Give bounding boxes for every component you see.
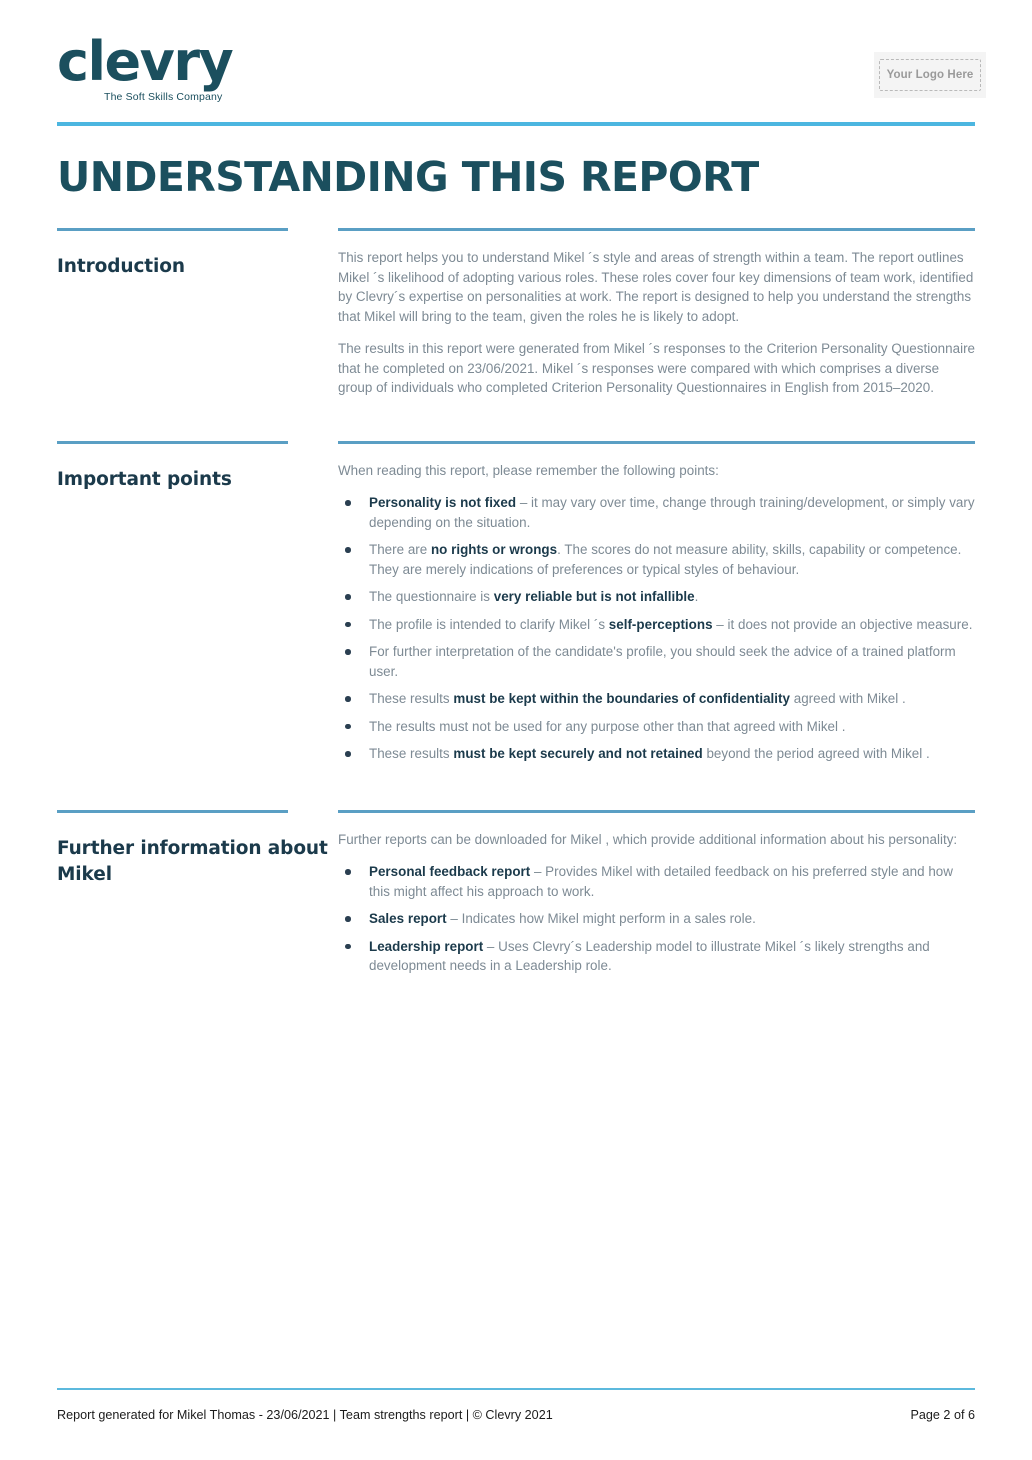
clevry-logo — [57, 30, 357, 103]
section-heading-important-points: Important points — [57, 468, 232, 490]
section-divider-right — [338, 441, 975, 444]
list-item: Leadership report – Uses Clevry´s Leadership model to illustrate Mikel ´s likely strengths and development needs in a Leadership role. — [338, 937, 975, 976]
list-item: Personality is not fixed – it may vary over time, change through training/development, or simply vary depending on the situation. — [338, 493, 975, 532]
section-further-information — [0, 810, 1032, 976]
paragraph: The results in this report were generated from Mikel ´s responses to the Criterion Personality Questionnaire that he completed on 23/06/2021. Mikel ´s responses were compared with which comprises a diverse group of individuals who completed Criterion Personality Questionnaires in English from 2015–2020. — [338, 341, 976, 395]
list-item: The profile is intended to clarify Mikel ´s self-perceptions – it does not provide an objective measure. — [338, 615, 975, 635]
paragraph: This report helps you to understand Mikel ´s style and areas of strength within a team. The report outlines Mikel ´s likelihood of adopting various roles. These roles cover four key dimensions of team work, identified by Clevry´s expertise on personalities at work. The report is designed to help you understand the strengths that Mikel will bring to the team, given the roles he is likely to adopt. — [338, 250, 974, 324]
section-divider-left — [57, 228, 288, 231]
section-introduction-content-col — [338, 228, 975, 398]
page-header — [0, 0, 1032, 128]
section-divider-left — [57, 441, 288, 444]
section-heading-further-information: Further information about Mikel — [57, 837, 328, 886]
paragraph: Further reports can be downloaded for Mikel , which provide additional information about his personality: — [338, 831, 958, 847]
logo-tagline: The Soft Skills Company — [104, 90, 223, 103]
list-item: The results must not be used for any purpose other than that agreed with Mikel . — [338, 717, 975, 737]
section-heading-introduction: Introduction — [57, 256, 185, 277]
section-divider-right — [338, 228, 975, 231]
section-important-points-content-col — [338, 441, 975, 764]
section-further-information-content-col — [338, 810, 975, 976]
list-item: The questionnaire is very reliable but is not infallible. — [338, 587, 975, 607]
further-reports-list — [338, 862, 975, 976]
list-item: For further interpretation of the candidate's profile, you should seek the advice of a trained platform user. — [338, 642, 975, 681]
footer-generated-for: Report generated for Mikel Thomas - 23/06/2021 | Team strengths report | © Clevry 2021 — [57, 1408, 553, 1422]
logo-placeholder-box — [874, 52, 986, 98]
page-title: UNDERSTANDING THIS REPORT — [57, 153, 759, 201]
section-introduction — [0, 228, 1032, 398]
header-divider — [57, 122, 975, 126]
section-divider-right — [338, 810, 975, 813]
list-item: These results must be kept within the boundaries of confidentiality agreed with Mikel . — [338, 689, 975, 709]
section-important-points-label-col — [57, 441, 338, 494]
document-body — [0, 228, 1032, 976]
footer-divider — [57, 1388, 975, 1390]
logo-placeholder-dashed-frame — [879, 59, 981, 91]
footer-page-number: Page 2 of 6 — [910, 1408, 975, 1422]
list-item: These results must be kept securely and not retained beyond the period agreed with Mikel . — [338, 744, 975, 764]
logo-wordmark: clevry — [57, 30, 233, 93]
logo-placeholder-label: Your Logo Here — [886, 69, 974, 81]
section-introduction-label-col — [57, 228, 338, 281]
list-item: Sales report – Indicates how Mikel might perform in a sales role. — [338, 909, 975, 929]
list-item: Personal feedback report – Provides Mikel with detailed feedback on his preferred style and how this might affect his approach to work. — [338, 862, 975, 901]
section-important-points — [0, 441, 1032, 764]
page-footer — [57, 1408, 975, 1422]
section-further-information-label-col — [57, 810, 338, 890]
list-item: There are no rights or wrongs. The scores do not measure ability, skills, capability or competence. They are merely indications of preferences or typical styles of behaviour. — [338, 540, 975, 579]
important-points-list — [338, 493, 975, 764]
paragraph: When reading this report, please remember the following points: — [338, 462, 719, 478]
section-divider-left — [57, 810, 288, 813]
